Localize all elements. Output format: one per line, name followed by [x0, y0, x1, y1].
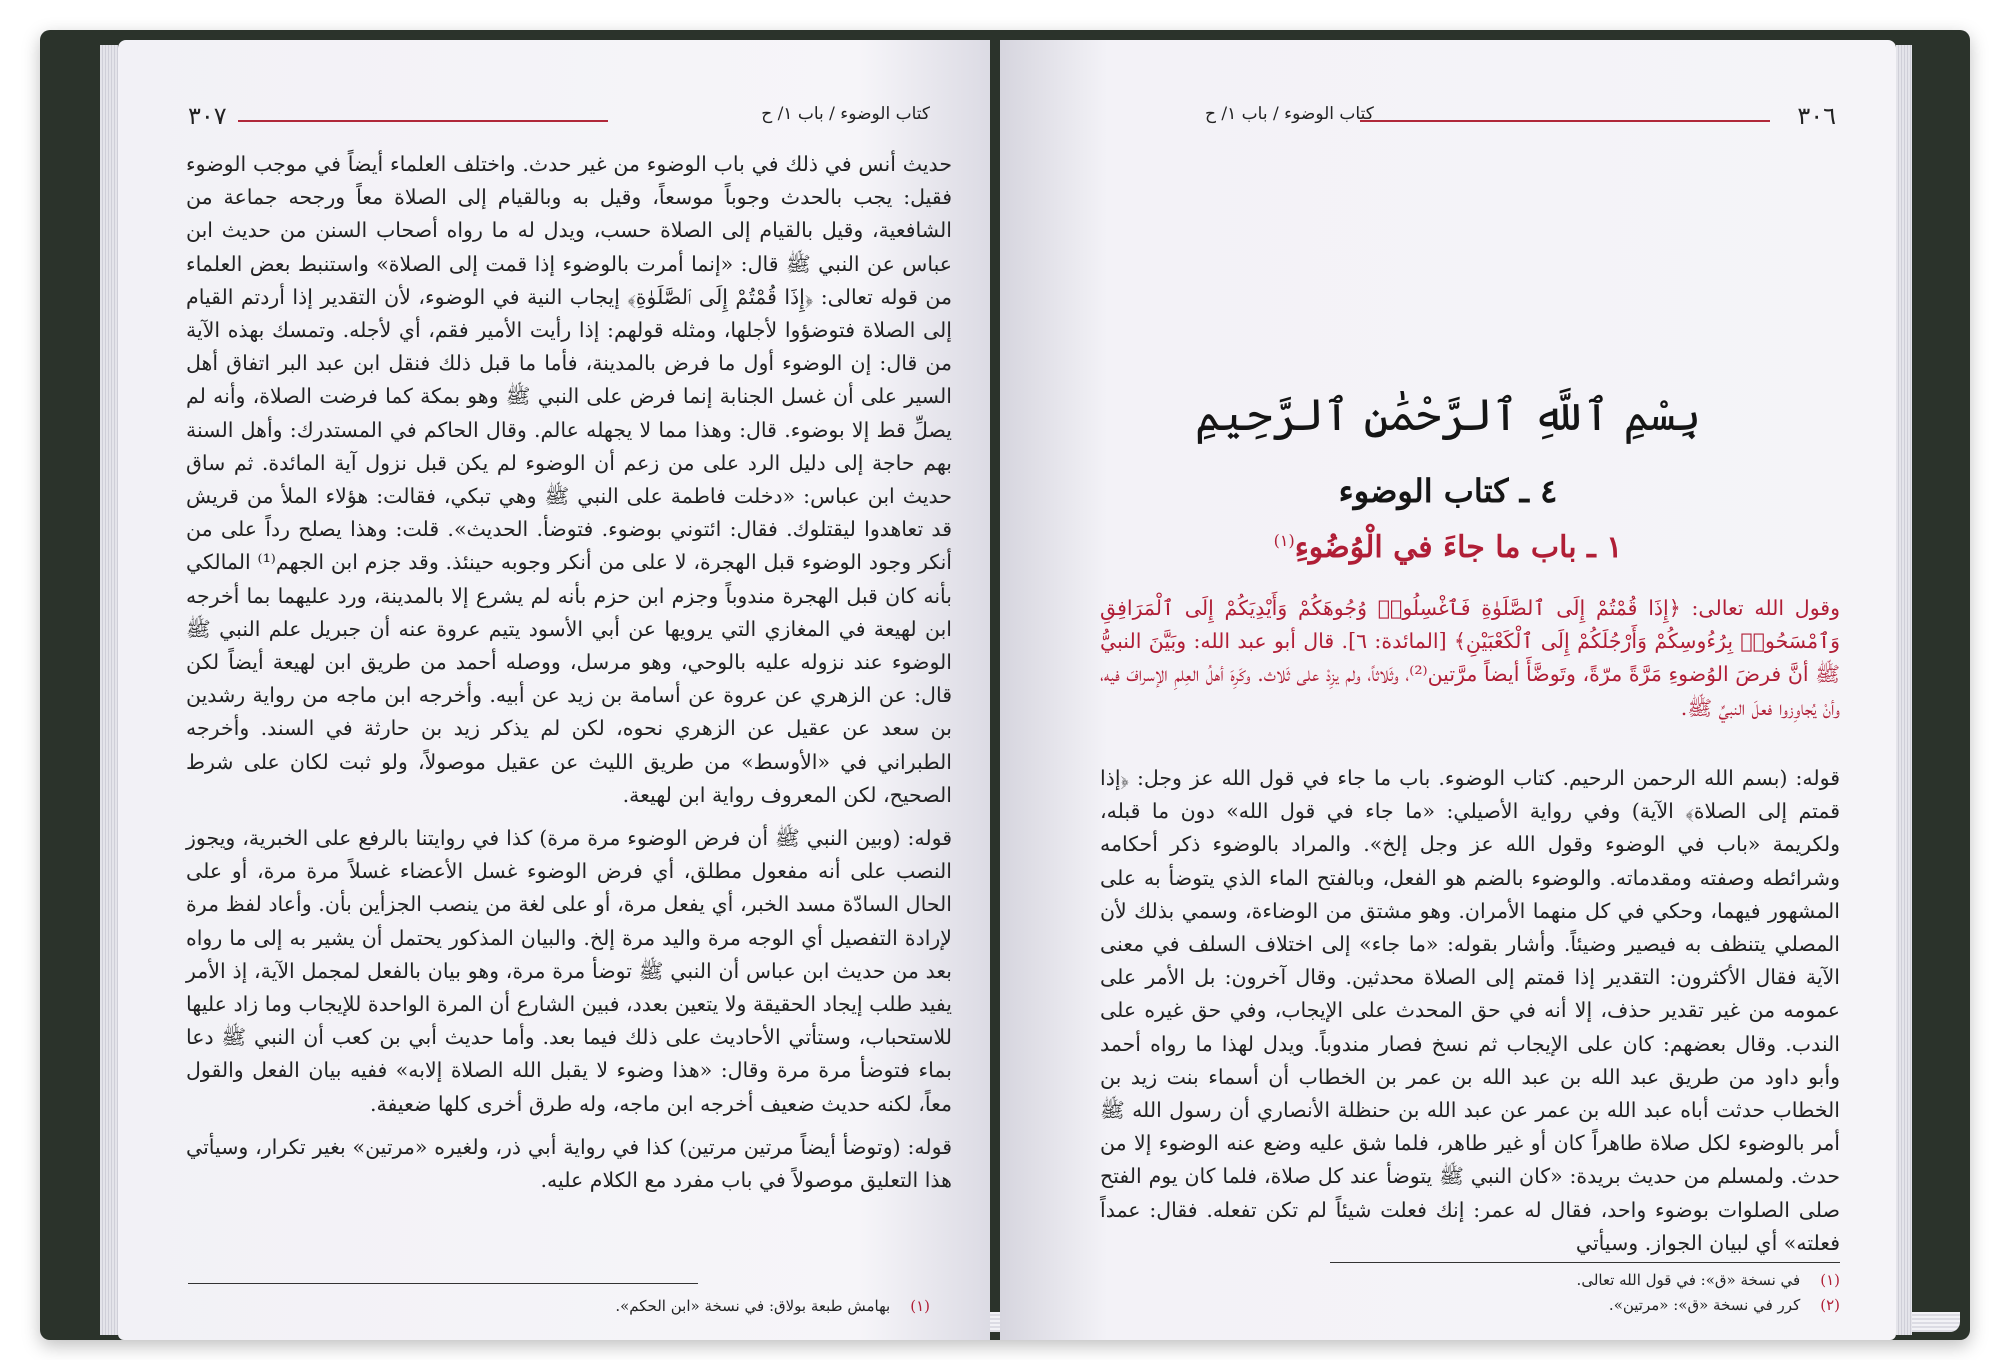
section-title	[1000, 530, 1896, 565]
left-body-text	[186, 148, 952, 1197]
header-rule	[238, 120, 608, 122]
footnote-number: (١)	[910, 1297, 930, 1315]
right-page-header	[1070, 102, 1836, 152]
footnote-text: كرر في نسخة «ق»: «مرتين».	[1608, 1296, 1801, 1314]
header-rule	[1360, 120, 1770, 122]
paragraph: حديث أنس في ذلك في باب الوضوء من غير حدث. واختلف العلماء أيضاً في موجب الوضوء فقيل: يجب بالحدث وجوباً موسعاً، وقيل به وبالقيام إلى الصلاة معاً ورجحه جماعة من الشافعية، وقيل بالقيام إلى الصلاة حسب، ويدل له ما رواه أصحاب السنن من حديث ابن عباس عن النبي ﷺ قال: «إنما أمرت بالوضوء إذا قمت إلى الصلاة» واستنبط بعض العلماء من قوله تعالى: ﴿إِذَا قُمْتُمْ إِلَى ٱلصَّلَوٰةِ﴾ إيجاب النية في الوضوء، لأن التقدير إذا أردتم القيام إلى الصلاة فتوضؤوا لأجلها، ومثله قولهم: إذا رأيت الأمير فقم، أي لأجله. وتمسك بهذه الآية من قال: إن الوضوء أول ما فرض بالمدينة، فأما ما قبل ذلك فنقل ابن عبد البر اتفاق أهل السير على أن غسل الجنابة إنما فرض على النبي ﷺ وهو بمكة كما فرضت الصلاة، وأنه لم يصلِّ قط إلا بوضوء. قال: وهذا مما لا يجهله عالم. وقال الحاكم في المستدرك: وأهل السنة بهم حاجة إلى دليل الرد على من زعم أن الوضوء لم يكن قبل نزول آية المائدة. ثم ساق حديث ابن عباس: «دخلت فاطمة على النبي ﷺ وهي تبكي، فقالت: هؤلاء الملأ من قريش قد تعاهدوا ليقتلوك. فقال: ائتوني بوضوء. فتوضأ. الحديث». قلت: وهذا يصلح رداً على من أنكر وجود الوضوء قبل الهجرة، لا على من أنكر وجوبه حينئذ. وقد جزم ابن الجهم⁽¹⁾ المالكي بأنه كان قبل الهجرة مندوباً وجزم ابن حزم بأنه لم يشرع إلا بالمدينة، ورد عليهما بما أخرجه ابن لهيعة في المغازي التي يرويها عن أبي الأسود يتيم عروة عنه أن جبريل علم النبي ﷺ الوضوء عند نزوله عليه بالوحي، وهو مرسل، ووصله أحمد من طريق ابن لهيعة أيضاً لكن قال: عن الزهري عن عروة عن أسامة بن زيد عن أبيه. وأخرجه ابن ماجه من رواية رشدين بن سعد عن عقيل عن الزهري نحوه، لكن لم يذكر زيد بن حارثة في السند. وأخرجه الطبراني في «الأوسط» من طريق الليث عن عقيل موصولاً، ولو ثبت لكان على شرط الصحيح، لكن المعروف رواية ابن لهيعة.	[186, 152, 952, 807]
page-number: ٣٠٦	[1797, 102, 1836, 130]
commentary-text	[1100, 762, 1840, 1260]
footnote	[615, 1294, 930, 1318]
running-head: كتاب الوضوء / باب ١/ ح	[761, 104, 930, 124]
chapter-title: ٤ ـ كتاب الوضوء	[1338, 472, 1558, 510]
paragraph: قوله: (وتوضأ أيضاً مرتين مرتين) كذا في رواية أبي ذر، ولغيره «مرتين» بغير تكرار، وسيأتي هذا التعليق موصولاً في باب مفرد مع الكلام عليه.	[186, 1134, 952, 1193]
footnote	[1577, 1268, 1840, 1292]
running-head: كتاب الوضوء / باب ١/ ح	[1205, 104, 1374, 124]
right-page	[1000, 40, 1896, 1340]
footnote-text: بهامش طبعة بولاق: في نسخة «ابن الحكم».	[615, 1297, 891, 1315]
section-footnote-ref: (١)	[1273, 531, 1295, 550]
paragraph: قوله: (وبين النبي ﷺ أن فرض الوضوء مرة مرة) كذا في روايتنا بالرفع على الخبرية، ويجوز النصب على أنه مفعول مطلق، أي فرض الوضوء غسل الأعضاء غسلاً مرة مرة، أو على الحال السادّة مسد الخبر، أي يفعل مرة، أو على لغة من ينصب الجزأين بأن. وأعاد لفظ مرة لإرادة التفصيل أي الوجه مرة واليد مرة إلخ. والبيان المذكور يحتمل أن يشير به إلى ما رواه بعد من حديث ابن عباس أن النبي ﷺ توضأ مرة مرة، وهو بيان بالفعل لمجمل الآية، إذ الأمر يفيد طلب إيجاد الحقيقة ولا يتعين بعدد، فبين الشارع أن المرة الواحدة للإيجاب وما زاد عليها للاستحباب، وستأتي الأحاديث على ذلك فيما بعد. وأما حديث أبي بن كعب أن النبي ﷺ دعا بماء فتوضأ مرة مرة وقال: «هذا وضوء لا يقبل الله الصلاة إلابه» ففيه بيان الفعل والقول معاً، لكنه حديث ضعيف أخرجه ابن ماجه، وله طرق أخرى كلها ضعيفة.	[186, 826, 952, 1116]
left-page-header	[188, 102, 930, 152]
basmala: بِسْمِ ٱللَّهِ ٱلرَّحْمَٰنِ ٱلرَّحِيمِ	[1194, 390, 1702, 441]
page-number: ٣٠٧	[188, 102, 227, 130]
section-title-text: ١ ـ باب ما جاءَ في الْوُضُوءِ	[1294, 530, 1623, 565]
footnote	[1609, 1293, 1840, 1317]
commentary-paragraph: قوله: (بسم الله الرحمن الرحيم. كتاب الوضوء. باب ما جاء في قول الله عز وجل: ﴿إذا قمتم إلى الصلاة﴾ الآية) وفي رواية الأصيلي: «ما جاء في قول الله» دون ما قبله، ولكريمة «باب في الوضوء وقول الله عز وجل إلخ». والمراد بالوضوء ذكر أحكامه وشرائطه وصفته ومقدماته. والوضوء بالضم هو الفعل، وبالفتح الماء الذي يتوضأ به على المشهور فيهما، وحكي في كل منهما الأمران. وهو مشتق من الوضاءة، وسمي بذلك لأن المصلي يتنظف به فيصير وضيئاً. وأشار بقوله: «ما جاء» إلى اختلاف السلف في معنى الآية فقال الأكثرون: التقدير إذا قمتم إلى الصلاة محدثين. وقال آخرون: بل الأمر على عمومه من غير تقدير حذف، إلا أنه في حق المحدث على الإيجاب، وفي حق غيره على الندب. وقال بعضهم: كان على الإيجاب ثم نسخ فصار مندوباً. ويدل لهذا ما رواه أحمد وأبو داود من طريق عبد الله بن عبد الله بن عمر بن الخطاب أن أسماء بنت زيد بن الخطاب حدثت أباه عبد الله بن عمر عن عبد الله بن حنظلة الأنصاري أن رسول الله ﷺ أمر بالوضوء لكل صلاة طاهراً كان أو غير طاهر، فلما شق عليه وضع عنه الوضوء إلا من حدث. ولمسلم من حديث بريدة: «كان النبي ﷺ يتوضأ عند كل صلاة، فلما كان يوم الفتح صلى الصلوات بوضوء واحد، فقال له عمر: إنك فعلت شيئاً لم تكن تفعله. فقال: عمداً فعلته» أي لبيان الجواز. وسيأتي	[1100, 766, 1840, 1255]
footnote-number: (٢)	[1820, 1296, 1840, 1314]
footnote-number: (١)	[1820, 1271, 1840, 1289]
page-block-edge-left	[100, 45, 118, 1335]
footnote-text: في نسخة «ق»: في قول الله تعالى.	[1576, 1271, 1801, 1289]
left-page	[118, 40, 990, 1340]
matn-paragraph: وقول الله تعالى: ﴿إِذَا قُمْتُمْ إِلَى ٱلصَّلَوٰةِ فَٱغْسِلُوا۟ وُجُوهَكُمْ وَأَيْدِيَكُمْ إِلَى ٱلْمَرَافِقِ وَٱمْسَحُوا۟ بِرُءُوسِكُمْ وَأَرْجُلَكُمْ إِلَى ٱلْكَعْبَيْنِ﴾ [المائدة: ٦]. قال أبو عبد الله: وبَيَّنَ النبيُّ ﷺ أنَّ فرضَ الوُضوءِ مَرَّةً مرّةً، وتَوضَّأَ أيضاً مرَّتين⁽²⁾، وثَلاثاً، ولم يزِدْ على ثَلاث. وكَرِهَ أهلُ العِلمِ الإسرافَ فيه، وأنْ يُجاوِزوا فعلَ النبيِّ ﷺ.	[1100, 596, 1840, 720]
footnote-separator	[188, 1283, 698, 1284]
footnote-separator	[1330, 1262, 1840, 1263]
page-block-edge-right	[1896, 45, 1912, 1335]
matn-text	[1100, 592, 1840, 725]
